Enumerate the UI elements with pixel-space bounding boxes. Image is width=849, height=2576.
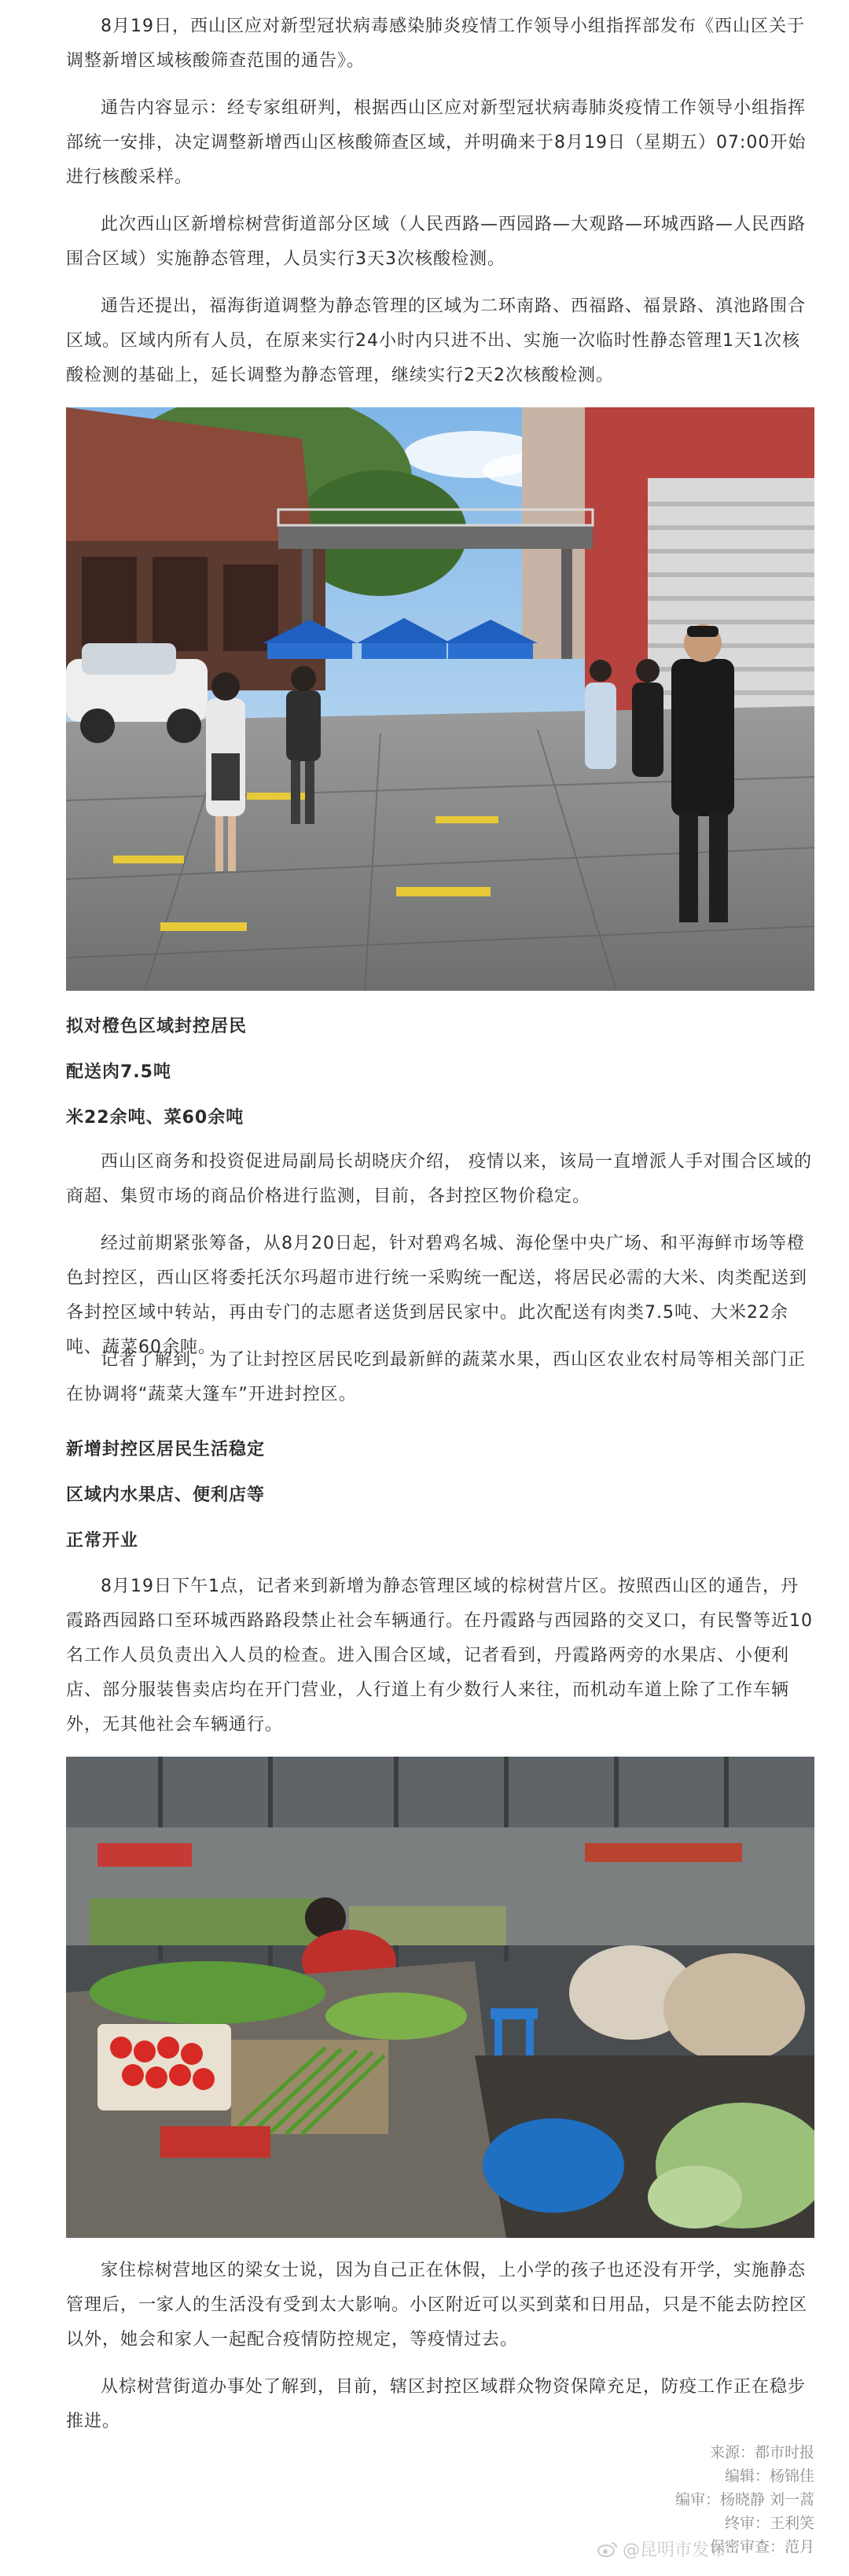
section-heading-2-line-2: 区域内水果店、便利店等 bbox=[66, 1485, 266, 1505]
section-heading-1-line-1: 拟对橙色区域封控居民 bbox=[66, 1017, 248, 1036]
section-heading-2-line-1: 新增封控区居民生活稳定 bbox=[66, 1440, 266, 1459]
paragraph-9: 家住棕树营地区的梁女士说，因为自己正在休假，上小学的孩子也还没有开学，实施静态管理后，一家人的生活没有受到太大影响。小区附近可以买到菜和日用品，只是不能去防控区以外，她会和家人一起配合疫情防控规定，等疫情过去。 bbox=[66, 2261, 808, 2350]
section-heading-1-line-3: 米22余吨、菜60余吨 bbox=[66, 1108, 244, 1128]
paragraph-10: 从棕树营街道办事处了解到，目前，辖区封控区域群众物资保障充足，防疫工作正在稳步推进。 bbox=[66, 2377, 807, 2431]
credit-reviewer: 编审：杨晓静 刘一蒿 bbox=[674, 2491, 814, 2508]
credit-editor: 编辑：杨锦佳 bbox=[724, 2467, 814, 2485]
testing-site-photo bbox=[66, 407, 814, 991]
paragraph-7: 记者了解到，为了让封控区居民吃到最新鲜的蔬菜水果，西山区农业农村局等相关部门正在协调将“蔬菜大篷车”开进封控区。 bbox=[66, 1350, 807, 1404]
paragraph-3: 此次西山区新增棕树营街道部分区域（人民西路—西园路—大观路—环城西路—人民西路围合区域）实施静态管理，人员实行3天3次核酸检测。 bbox=[66, 215, 807, 269]
market-photo bbox=[66, 1757, 814, 2238]
paragraph-6: 经过前期紧张筹备，从8月20日起，针对碧鸡名城、海伦堡中央广场、和平海鲜市场等橙色封控区，西山区将委托沃尔玛超市进行统一采购统一配送，将居民必需的大米、肉类配送到各封控区域中转站，再由专门的志愿者送货到居民家中。此次配送有肉类7.5吨、大米22余吨、蔬菜60余吨。 bbox=[66, 1234, 808, 1357]
weibo-icon bbox=[597, 2541, 618, 2558]
watermark-text: @昆明市发布 bbox=[623, 2541, 727, 2560]
watermark bbox=[597, 2537, 726, 2561]
credit-source: 来源：都市时报 bbox=[709, 2444, 814, 2461]
credit-final: 终审：王利笑 bbox=[724, 2515, 814, 2532]
section-heading-1-line-2: 配送肉7.5吨 bbox=[66, 1062, 171, 1082]
credit-security: 保密审查：范月 bbox=[709, 2538, 814, 2556]
paragraph-8: 8月19日下午1点，记者来到新增为静态管理区域的棕树营片区。按照西山区的通告，丹霞路西园路口至环城西路路段禁止社会车辆通行。在丹霞路与西园路的交叉口，有民警等近10名工作人员负责出入人员的检查。进入围合区域，记者看到，丹霞路两旁的水果店、小便利店、部分服装售卖店均在开门营业，人行道上有少数行人来往，而机动车道上除了工作车辆外，无其他社会车辆通行。 bbox=[66, 1577, 813, 1735]
paragraph-5: 西山区商务和投资促进局副局长胡晓庆介绍， 疫情以来，该局一直增派人手对围合区域的商超、集贸市场的商品价格进行监测，目前，各封控区物价稳定。 bbox=[66, 1152, 812, 1206]
paragraph-4: 通告还提出，福海街道调整为静态管理的区域为二环南路、西福路、福景路、滇池路围合区域。区域内所有人员，在原来实行24小时内只进不出、实施一次临时性静态管理1天1次核酸检测的基础上，延长调整为静态管理，继续实行2天2次核酸检测。 bbox=[66, 296, 807, 385]
paragraph-1: 8月19日，西山区应对新型冠状病毒感染肺炎疫情工作领导小组指挥部发布《西山区关于调整新增区域核酸筛查范围的通告》。 bbox=[66, 17, 805, 71]
section-heading-2-line-3: 正常开业 bbox=[66, 1531, 139, 1551]
paragraph-2: 通告内容显示：经专家组研判，根据西山区应对新型冠状病毒肺炎疫情工作领导小组指挥部统一安排，决定调整新增西山区核酸筛查区域，并明确来于8月19日（星期五）07:00开始进行核酸采样。 bbox=[66, 98, 807, 187]
